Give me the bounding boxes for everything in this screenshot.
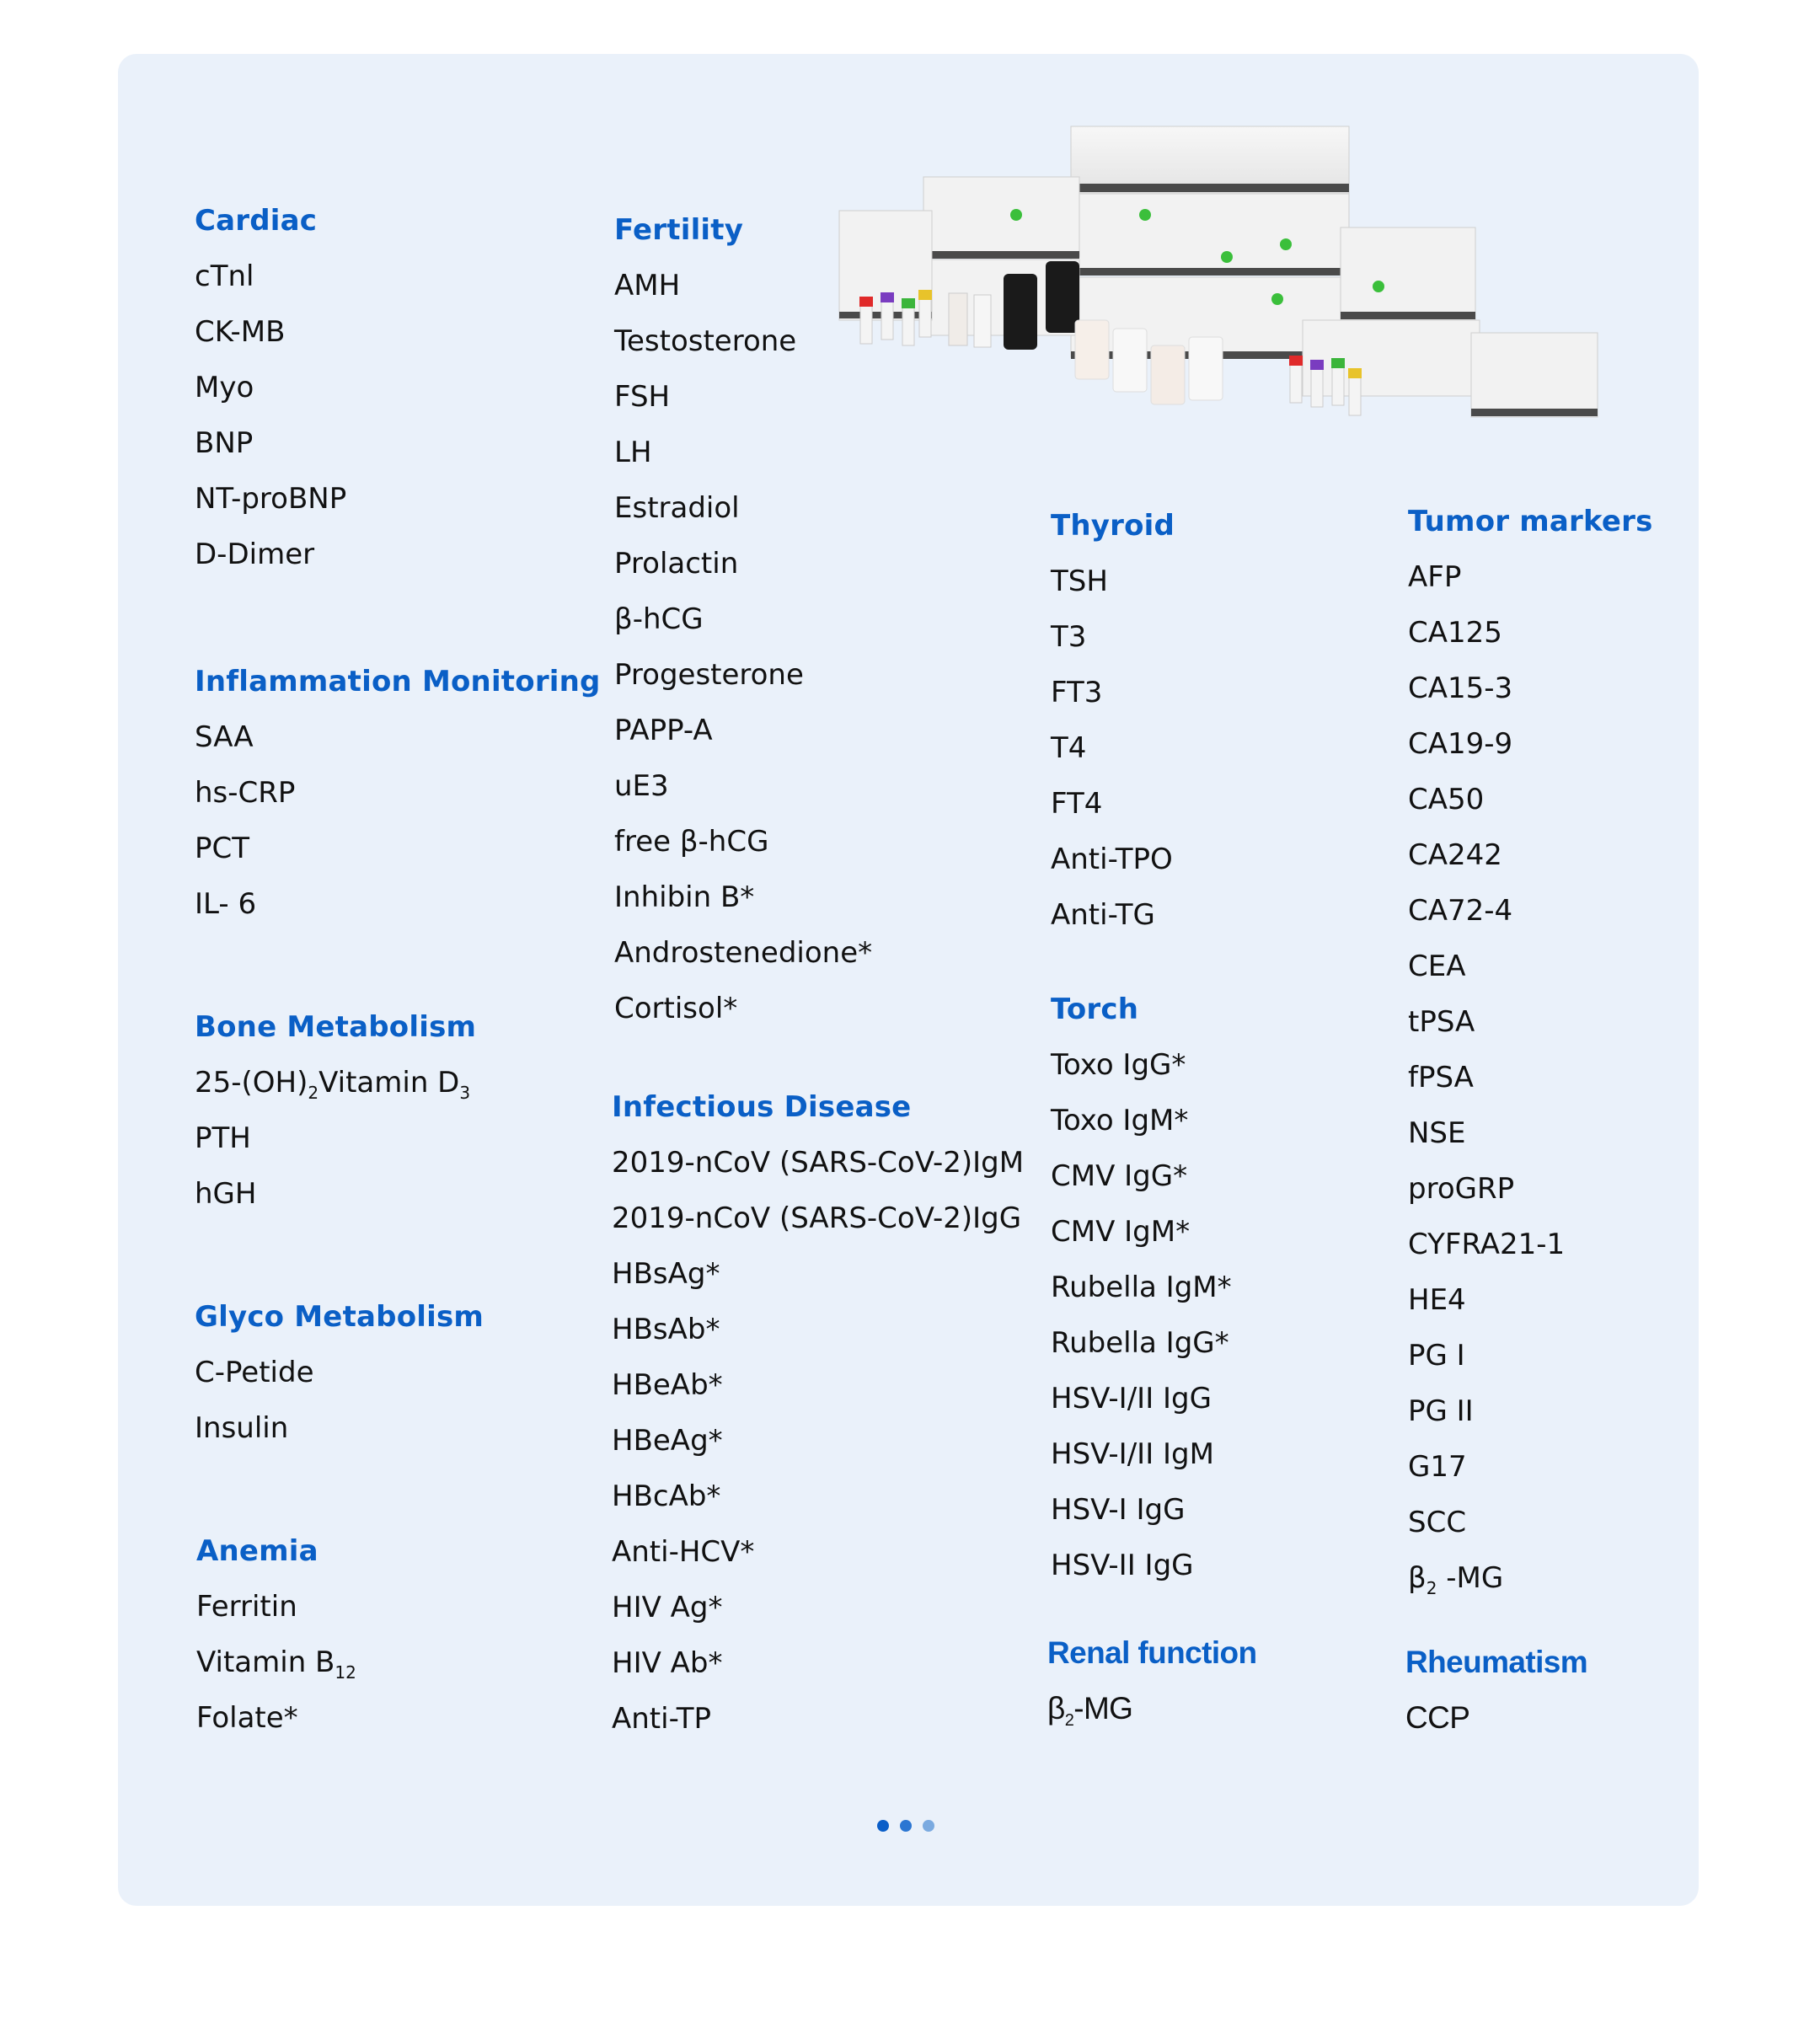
assay-item: G17 [1408, 1450, 1467, 1484]
group-title: Infectious Disease [612, 1090, 912, 1124]
assay-item: LH [614, 436, 652, 469]
assay-list [1047, 1681, 1257, 1736]
assay-list [195, 249, 346, 582]
assay-item: T3 [1051, 620, 1087, 654]
assay-item: Vitamin $B_{12}$ [196, 1645, 356, 1683]
group-title: Bone Metabolism [195, 1010, 477, 1044]
assay-item: Progesterone [614, 658, 804, 692]
assay-item: Ferritin [196, 1590, 297, 1624]
assay-item: fPSA [1408, 1061, 1474, 1094]
assay-item: $\beta_2-MG$ [1047, 1691, 1133, 1730]
assay-item: BNP [195, 426, 254, 460]
assay-item: hGH [195, 1177, 257, 1211]
assay-item: HSV-I/II IgG [1051, 1382, 1212, 1415]
group-rheumatism [1405, 1635, 1587, 1746]
assay-item: Anti-HCV* [612, 1535, 755, 1569]
assay-item: HBeAb* [612, 1368, 723, 1402]
assay-item: Rubella IgM* [1051, 1271, 1232, 1304]
assay-item: Anti-TP [612, 1702, 712, 1736]
assay-item: uE3 [614, 769, 669, 803]
group-title: Tumor markers [1408, 505, 1653, 538]
assay-item: HBsAb* [612, 1313, 720, 1346]
assay-item: NSE [1408, 1116, 1466, 1150]
assay-item: Anti-TG [1051, 898, 1155, 932]
assay-item: PAPP-A [614, 714, 713, 747]
assay-item: Testosterone [614, 324, 797, 358]
assay-item: HIV Ab* [612, 1646, 723, 1680]
assay-item: Prolactin [614, 547, 739, 581]
group-title: Glyco Metabolism [195, 1300, 484, 1334]
assay-item: CMV IgM* [1051, 1215, 1191, 1249]
assay-item: Toxo IgM* [1051, 1104, 1189, 1137]
assay-item: IL- 6 [195, 887, 257, 921]
pagination-dot-2[interactable] [900, 1820, 912, 1832]
assay-item: C-Petide [195, 1356, 314, 1389]
assay-item: AMH [614, 269, 681, 302]
assay-item: HBcAb* [612, 1480, 721, 1513]
pagination-dot-1[interactable] [877, 1820, 889, 1832]
assay-item: T4 [1051, 731, 1087, 765]
assay-item: CA125 [1408, 616, 1502, 650]
assay-item: CCP [1405, 1700, 1470, 1735]
assay-item: D-Dimer [195, 538, 315, 571]
assay-item: proGRP [1408, 1172, 1515, 1206]
assay-list [195, 1055, 476, 1222]
assay-item: Insulin [195, 1411, 289, 1445]
group-title: Renal function [1047, 1635, 1257, 1670]
assay-item: Estradiol [614, 491, 740, 525]
assay-item: HIV Ag* [612, 1591, 723, 1624]
assay-item: CK-MB [195, 315, 286, 349]
assay-list [195, 709, 601, 932]
product-image [831, 118, 1606, 438]
pagination-dot-3[interactable] [923, 1820, 934, 1832]
group-title: Anemia [196, 1534, 318, 1568]
assay-item: cTnl [195, 260, 254, 293]
assay-item: HSV-I/II IgM [1051, 1437, 1214, 1471]
assay-item: tPSA [1408, 1005, 1475, 1039]
assay-item: CA50 [1408, 783, 1485, 816]
group-renal-function [1047, 1625, 1257, 1736]
group-title: Torch [1051, 993, 1139, 1026]
assay-item: SCC [1408, 1506, 1467, 1539]
assay-item: CA19-9 [1408, 727, 1513, 761]
group-infectious-disease [612, 1079, 1024, 1747]
assay-item: $25-(OH)_2Vitamin$ $D_3$ [195, 1066, 471, 1103]
assay-item: PG I [1408, 1339, 1465, 1373]
carousel-pagination [877, 1820, 934, 1832]
group-cardiac [195, 193, 346, 582]
assay-item: PTH [195, 1121, 251, 1155]
assay-item: Anti-TPO [1051, 843, 1173, 876]
assay-item: 2019-nCoV (SARS-CoV-2)IgM [612, 1146, 1025, 1180]
assay-list [195, 1345, 484, 1456]
group-title: Cardiac [195, 204, 318, 238]
assay-list [1408, 549, 1653, 1606]
assay-item: hs-CRP [195, 776, 296, 810]
assay-item: CMV IgG* [1051, 1159, 1188, 1193]
assay-item: Folate* [196, 1701, 298, 1735]
group-glyco-metabolism [195, 1289, 484, 1456]
assay-item: HSV-II IgG [1051, 1549, 1194, 1582]
assay-item: Androstenedione* [614, 936, 873, 970]
assay-item: β-hCG [614, 602, 704, 636]
group-title: Rheumatism [1405, 1645, 1588, 1679]
assay-item: free β-hCG [614, 825, 769, 859]
assay-item: 2019-nCoV (SARS-CoV-2)IgG [612, 1201, 1022, 1235]
assay-item: CYFRA21-1 [1408, 1228, 1566, 1261]
assay-item: Cortisol* [614, 992, 738, 1025]
group-anemia [196, 1523, 356, 1746]
assay-item: FT4 [1051, 787, 1103, 821]
assay-list [1405, 1690, 1587, 1746]
assay-item: NT-proBNP [195, 482, 347, 516]
group-title: Fertility [614, 213, 744, 247]
group-tumor-markers [1408, 494, 1653, 1606]
assay-item: CA15-3 [1408, 672, 1513, 705]
group-thyroid [1051, 498, 1175, 943]
assay-item: PCT [195, 832, 250, 865]
group-title: Inflammation Monitoring [195, 665, 601, 698]
assay-item: PG II [1408, 1394, 1474, 1428]
assay-item: HE4 [1408, 1283, 1466, 1317]
assay-item: CEA [1408, 950, 1466, 983]
assay-item: FSH [614, 380, 671, 414]
assay-item: FT3 [1051, 676, 1103, 709]
assay-item: HBeAg* [612, 1424, 723, 1458]
assay-item: CA242 [1408, 838, 1502, 872]
assay-list [196, 1579, 356, 1746]
assay-list [612, 1135, 1024, 1747]
group-inflammation-monitoring [195, 654, 601, 932]
assay-item: HBsAg* [612, 1257, 720, 1291]
assay-list [1051, 1037, 1232, 1593]
group-torch [1051, 982, 1232, 1593]
assay-list [1051, 554, 1175, 943]
assay-item: Rubella IgG* [1051, 1326, 1229, 1360]
group-bone-metabolism [195, 999, 476, 1222]
assay-item: HSV-I IgG [1051, 1493, 1186, 1527]
assay-item: Myo [195, 371, 254, 404]
group-title: Thyroid [1051, 509, 1175, 543]
assay-item: Inhibin B* [614, 880, 755, 914]
assay-item: $\beta_2$ -MG [1408, 1561, 1504, 1598]
assay-item: TSH [1051, 565, 1108, 598]
assay-item: SAA [195, 720, 254, 754]
assay-item: Toxo IgG* [1051, 1048, 1186, 1082]
assay-item: CA72-4 [1408, 894, 1513, 928]
assay-item: AFP [1408, 560, 1462, 594]
